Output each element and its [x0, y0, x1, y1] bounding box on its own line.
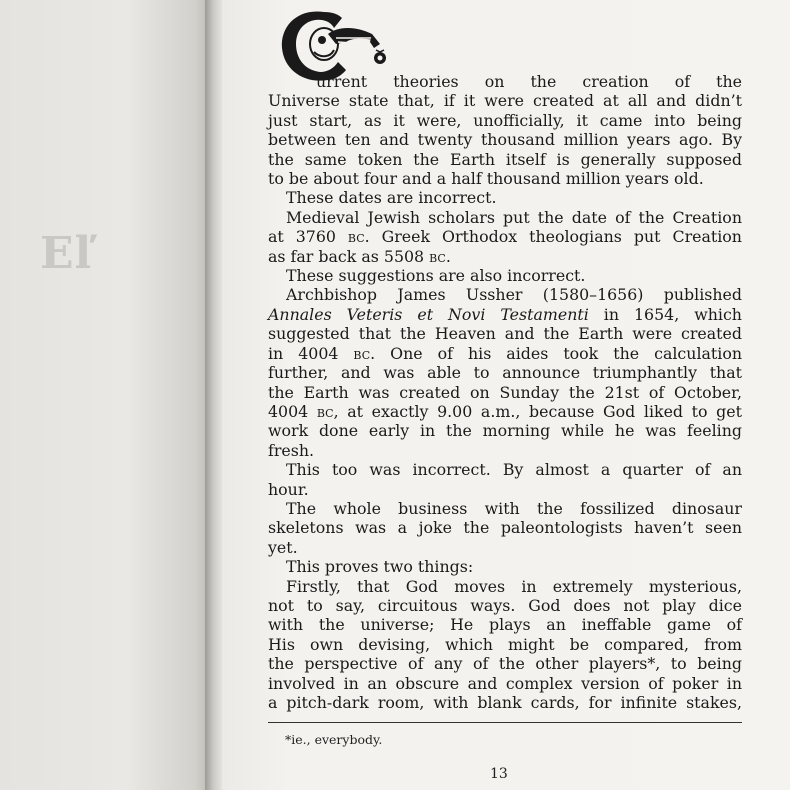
text-line: yet.: [268, 537, 298, 557]
paragraph-3: [268, 208, 742, 266]
text-line: urrent theories on the creation of the: [316, 72, 742, 91]
text-line: 4004 bc, at exactly 9.00 a.m., because God liked to get: [268, 401, 742, 421]
text-line: Archbishop James Ussher (1580–1656) published: [286, 285, 742, 305]
paragraph-4: [268, 266, 742, 285]
footnote-rule: [268, 722, 742, 723]
text-line: at 3760 bc. Greek Orthodox theologians put Creation: [268, 227, 742, 247]
text-line: This too was incorrect. By almost a quarter of an: [286, 460, 742, 480]
text-line: These dates are incorrect.: [286, 188, 497, 208]
text-line: The whole business with the fossilized dinosaur: [286, 498, 742, 518]
text-line: just start, as it were, unofficially, it came into being: [268, 110, 742, 130]
paragraph-5: [268, 285, 742, 460]
book-title: Annales Veteris et Novi Testamenti: [268, 304, 589, 324]
paragraph-9: [268, 577, 742, 713]
text-line: a pitch-dark room, with blank cards, for infinite stakes,: [268, 693, 742, 712]
text-line: involved in an obscure and complex version of poker in: [268, 673, 742, 693]
era-marker: bc: [347, 227, 365, 247]
text-line: Medieval Jewish scholars put the date of the Creation: [286, 207, 742, 227]
text-line: as far back as 5508 bc.: [268, 246, 451, 266]
text-line: work done early in the morning while he was feeling: [268, 421, 742, 441]
facing-page: [0, 0, 212, 790]
text-line: in 4004 bc. One of his aides took the calculation: [268, 343, 742, 363]
era-marker: bc: [353, 343, 371, 363]
text-line: suggested that the Heaven and the Earth were created: [268, 324, 742, 344]
text-line: His own devising, which might be compared, from: [268, 634, 742, 654]
text-line: the Earth was created on Sunday the 21st of October,: [268, 382, 742, 402]
era-marker: bc: [316, 401, 334, 421]
text-line: to be about four and a half thousand million years old.: [268, 169, 704, 189]
paragraph-7: [268, 499, 742, 557]
text-line: not to say, circuitous ways. God does not play dice: [268, 595, 742, 615]
era-marker: bc: [429, 246, 446, 266]
text-line: the same token the Earth itself is generally supposed: [268, 149, 742, 169]
paragraph-2: [268, 188, 742, 207]
text-line: skeletons was a joke the paleontologists haven’t seen: [268, 518, 742, 538]
text-line: Firstly, that God moves in extremely mysterious,: [286, 576, 742, 596]
paragraph-8: [268, 557, 742, 576]
text-line: with the universe; He plays an ineffable game of: [268, 615, 742, 635]
text-line: fresh.: [268, 440, 315, 460]
body-text: [268, 72, 742, 712]
text-line: between ten and twenty thousand million years ago. By: [268, 130, 742, 150]
text-line: further, and was able to announce triumphantly that: [268, 363, 742, 383]
paragraph-6: [268, 460, 742, 499]
page-number: 13: [490, 766, 508, 782]
text-line: hour.: [268, 479, 309, 499]
text-line: Annales Veteris et Novi Testamenti in 1654, which: [268, 304, 742, 324]
text-line: Universe state that, if it were created at all and didn’t: [268, 91, 742, 111]
book-gutter: [205, 0, 223, 790]
text-line: These suggestions are also incorrect.: [286, 266, 586, 286]
paragraph-1: [268, 72, 742, 188]
footnote: *ie., everybody.: [285, 732, 383, 747]
text-line: This proves two things:: [286, 557, 474, 577]
text-line: the perspective of any of the other players*, to being: [268, 654, 742, 674]
facing-page-title-fragment: Eľ: [40, 228, 93, 279]
